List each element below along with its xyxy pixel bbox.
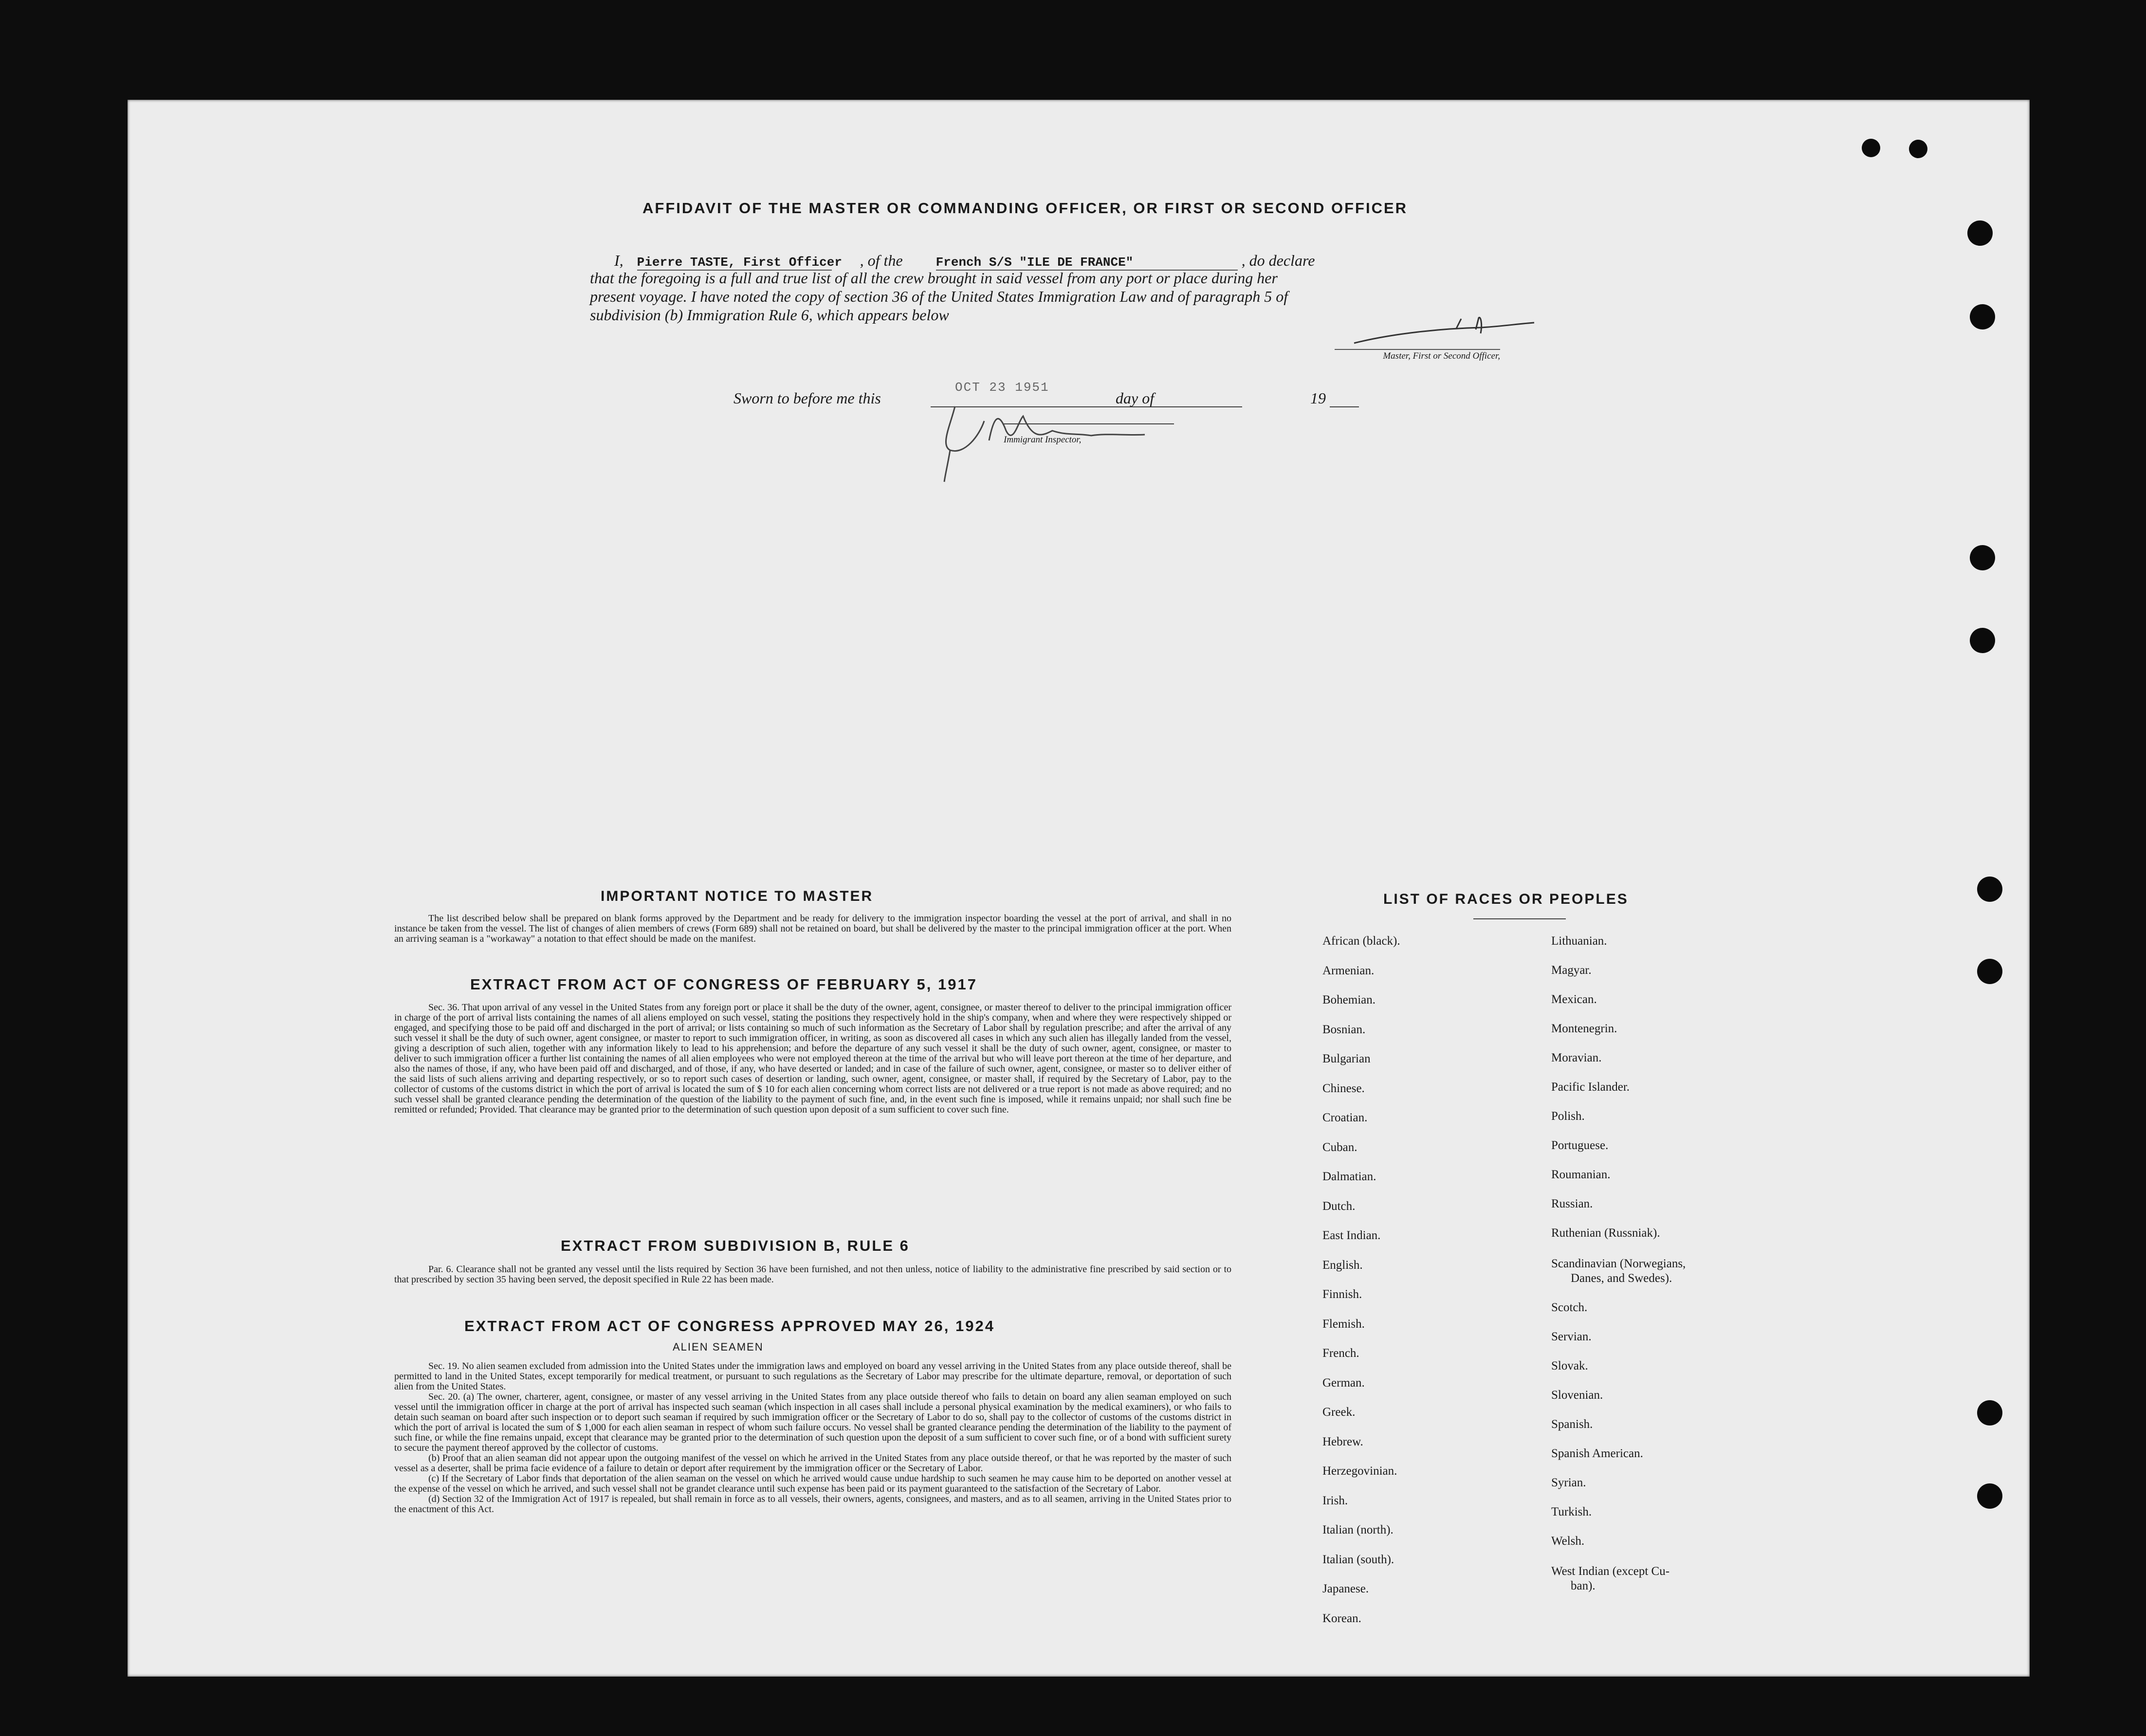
inspector-line <box>1004 423 1174 424</box>
race-left-item: Herzegovinian. <box>1322 1464 1397 1478</box>
race-right-item: Danes, and Swedes). <box>1571 1272 1672 1285</box>
notice-text <box>394 914 1231 944</box>
section-19: Sec. 19. No alien seamen excluded from admission into the United States under the immigration laws and employed on board any vessel arriving in the United States from any place outside thereof, shall be permitted to land in the United States, except temporarily for medical treatment, or pursuant to such regulations as the Secretary of Labor may prescribe for the ultimate departure, removal, or deportation of such alien from the United States. <box>394 1361 1231 1392</box>
year-prefix: 19 <box>1310 389 1326 407</box>
race-right-item: Russian. <box>1551 1197 1593 1210</box>
do-declare: , do declare <box>1241 252 1315 269</box>
race-right-item: Spanish American. <box>1551 1447 1643 1460</box>
vessel-name: French S/S "ILE DE FRANCE" <box>936 255 1238 271</box>
date-stamp: OCT 23 1951 <box>955 380 1049 395</box>
race-left-item: Dalmatian. <box>1322 1170 1376 1183</box>
race-right-item: Slovak. <box>1551 1359 1588 1372</box>
race-left-item: Cuban. <box>1322 1140 1357 1154</box>
paragraph-6: Par. 6. Clearance shall not be granted any vessel until the lists required by Section 36 have been furnished, and not then unless, notice of liability to the administrative fine prescribed by said section or to that prescribed by section 35 having been served, the deposit specified in Rule 22 has been made. <box>394 1264 1231 1285</box>
race-right-item: Montenegrin. <box>1551 1022 1617 1035</box>
punch-hole <box>1977 1400 2002 1425</box>
race-left-item: Chinese. <box>1322 1081 1365 1095</box>
notice-title: IMPORTANT NOTICE TO MASTER <box>601 888 874 904</box>
affidavit-title: AFFIDAVIT OF THE MASTER OR COMMANDING OFFICER, OR FIRST OR SECOND OFFICER <box>642 200 1408 217</box>
notice-paragraph: The list described below shall be prepared on blank forms approved by the Department and be ready for delivery to the immigration inspector boarding the vessel at the port of arrival, and shall in no instance be taken from the vessel. The list of changes of alien members of crews (Form 689) shall not be retained on board, but shall be delivered by the master to the principal immigration officer at the port. When an arriving seaman is a "workaway" a notation to that effect should be made on the manifest. <box>394 913 1231 944</box>
race-right-item: Roumanian. <box>1551 1168 1611 1181</box>
race-right-item: Slovenian. <box>1551 1389 1603 1402</box>
punch-hole <box>1862 139 1880 157</box>
rule6-title: EXTRACT FROM SUBDIVISION B, RULE 6 <box>561 1237 910 1254</box>
race-left-item: Croatian. <box>1322 1111 1368 1124</box>
extract-1924-subtitle: ALIEN SEAMEN <box>673 1341 764 1353</box>
race-right-item: Portuguese. <box>1551 1139 1609 1152</box>
section-36-paragraph: Sec. 36. That upon arrival of any vessel in the United States from any foreign port or place it shall be the duty of the owner, agent, consignee, or master thereof to deliver to the principal immigration officer in charge of the port of arrival lists containing the names of all aliens employed on such vessel, stating the positions they respectively hold in the ship's company, when and where they were respectively shipped or engaged, and specifying those to be paid off and discharged in the port of arrival; or lists containing so much of such information as the Secretary of Labor shall by regulation prescribe; and after the arrival of any such vessel it shall be the duty of such owner, agent consignee, or master to report to such immigration officer, in writing, as soon as discovered all cases in which any such alien has illegally landed from the vessel, giving a description of such alien, together with any information likely to lead to his apprehension; and before the departure of any such vessel it shall be the duty of such owner, agent, consignee, or master to deliver to such immigration officer a further list containing the names of all alien employees who were not employed thereon at the time of the arrival but who will leave port thereon at the time of her departure, and also the names of those, if any, who have been paid off and discharged, and of those, if any, who have deserted or landed; and in case of the failure of such owner, agent, consignee, or master so to deliver either of the said lists of such aliens arriving and departing respectively, or so to report such cases of desertion or landing, such owner, agent, consignee, or master shall, if required by the Secretary of Labor, pay to the collector of customs of the customs district in which the port of arrival is located the sum of $ 10 for each alien concerning whom correct lists are not delivered or a true report is not made as above required; and no such vessel shall be granted clearance pending the determination of the question of the liability to the payment of such fine, and, in the event such fine is imposed, while it remains unpaid; nor shall such fine be remitted or refunded; Provided. That clearance may be granted prior to the determination of such question upon deposit of a sum sufficient to cover such fine. <box>394 1002 1231 1115</box>
race-right-item: Lithuanian. <box>1551 934 1607 948</box>
officer-caption: Master, First or Second Officer, <box>1335 349 1500 362</box>
section-20d: (d) Section 32 of the Immigration Act of 1917 is repealed, but shall remain in force as to all vessels, their owners, agents, consignees, and masters, and as to all seamen, arriving in the United States prior to the enactment of this Act. <box>394 1494 1231 1515</box>
race-left-item: Dutch. <box>1322 1199 1356 1213</box>
races-title: LIST OF RACES OR PEOPLES <box>1383 891 1629 907</box>
race-left-item: Irish. <box>1322 1494 1348 1507</box>
race-left-item: Hebrew. <box>1322 1435 1363 1448</box>
race-left-item: French. <box>1322 1347 1359 1360</box>
race-right-item: West Indian (except Cu- <box>1551 1565 1670 1578</box>
section-20c: (c) If the Secretary of Labor finds that deportation of the alien seaman on the vessel on which he arrived would cause undue hardship to such seamen he may cause him to be deported on another vessel at the expense of the vessel on which he arrived, and such vessel shall not be grandet clearance until such expense has been paid or its payment guaranteed to the satisfaction of the Secretary of Labor. <box>394 1473 1231 1494</box>
punch-hole <box>1970 545 1995 570</box>
race-right-item: Pacific Islander. <box>1551 1080 1630 1094</box>
of-the: , of the <box>860 252 903 269</box>
races-title-rule <box>1473 918 1566 919</box>
race-left-item: English. <box>1322 1258 1363 1272</box>
extract-1917-text <box>394 1003 1231 1115</box>
officer-signature <box>1335 314 1539 353</box>
affidavit-line3: present voyage. I have noted the copy of section 36 of the United States Immigration Law and of paragraph 5 of <box>590 288 1288 305</box>
officer-name: Pierre TASTE, First Officer <box>637 255 842 270</box>
punch-hole <box>1977 877 2002 902</box>
punch-hole <box>1977 959 2002 984</box>
affidavit-line2: that the foregoing is a full and true list of all the crew brought in said vessel from any port or place during her <box>590 269 1278 287</box>
race-left-item: Italian (south). <box>1322 1553 1394 1566</box>
inspector-caption: Immigrant Inspector, <box>1004 435 1082 445</box>
punch-hole <box>1977 1483 2002 1509</box>
section-20a: Sec. 20. (a) The owner, charterer, agent, consignee, or master of any vessel arriving in the United States from any place outside thereof who fails to detain on board any alien seaman employed on such vessel until the immigration officer in charge at the port of arrival has inspected such seaman (which inspection in all cases shall include a personal physical examination by the medical examiners), or who fails to detain such seaman on board after such inspection or to deport such seaman if required by such immigration officer or the Secretary of Labor to do so, shall pay to the collector of customs of the customs district in which the port of arrival is located the sum of $ 1,000 for each alien seaman in respect of whom such failure occurs. No vessel shall be granted clearance pending the determination of the liability to the payment of such fine, or while the fine remains unpaid, except that clearance may be granted prior to the determination of such question upon the deposit of a sum sufficient to cover such fine, or of a bond with sufficient surety to secure the payment thereof approved by the collector of customs. <box>394 1391 1231 1453</box>
punch-hole <box>1970 304 1995 329</box>
race-left-item: Bohemian. <box>1322 993 1376 1006</box>
race-right-item: ban). <box>1571 1579 1596 1592</box>
rule6-text <box>394 1264 1231 1285</box>
year-line <box>1330 406 1359 407</box>
race-left-item: Greek. <box>1322 1406 1356 1419</box>
extract-1924-text <box>394 1361 1231 1515</box>
race-left-item: Bosnian. <box>1322 1023 1366 1036</box>
race-right-item: Magyar. <box>1551 964 1592 977</box>
race-left-item: Japanese. <box>1322 1582 1369 1595</box>
race-right-item: Scandinavian (Norwegians, <box>1551 1257 1686 1270</box>
day-of-label: day of <box>1116 389 1155 407</box>
race-left-item: Bulgarian <box>1322 1052 1371 1065</box>
race-right-item: Ruthenian (Russniak). <box>1551 1226 1660 1240</box>
race-left-item: German. <box>1322 1376 1365 1389</box>
race-left-item: East Indian. <box>1322 1229 1381 1242</box>
race-right-item: Spanish. <box>1551 1418 1593 1431</box>
punch-hole <box>1909 140 1927 158</box>
affidavit-line4: subdivision (b) Immigration Rule 6, which appears below <box>590 306 949 324</box>
race-left-item: Italian (north). <box>1322 1523 1394 1536</box>
race-right-item: Mexican. <box>1551 993 1597 1006</box>
race-right-item: Turkish. <box>1551 1505 1592 1518</box>
race-left-item: Armenian. <box>1322 964 1375 977</box>
sworn-label: Sworn to before me this <box>734 389 881 407</box>
i-label: I, <box>614 252 624 269</box>
punch-hole <box>1970 628 1995 653</box>
race-left-item: Korean. <box>1322 1611 1361 1625</box>
extract-1924-title: EXTRACT FROM ACT OF CONGRESS APPROVED MAY 26, 1924 <box>464 1317 995 1334</box>
affidavit-line1 <box>614 252 1539 271</box>
race-right-item: Servian. <box>1551 1330 1592 1343</box>
race-right-item: Polish. <box>1551 1110 1585 1123</box>
punch-hole <box>1967 220 1993 246</box>
race-left-item: Finnish. <box>1322 1288 1362 1301</box>
extract-1917-title: EXTRACT FROM ACT OF CONGRESS OF FEBRUARY 5, 1917 <box>470 976 977 993</box>
race-right-item: Scotch. <box>1551 1301 1588 1314</box>
race-left-item: African (black). <box>1322 934 1400 948</box>
race-right-item: Syrian. <box>1551 1476 1586 1489</box>
section-20b: (b) Proof that an alien seaman did not appear upon the outgoing manifest of the vessel on which he arrived in the United States from any place outside thereof, or that he was reported by the master of such vessel as a deserter, shall be prima facie evidence of a failure to detain or deport after requirement by the immigration officer or the Secretary of Labor. <box>394 1453 1231 1474</box>
document-page <box>128 100 2030 1677</box>
race-left-item: Flemish. <box>1322 1317 1365 1331</box>
race-right-item: Welsh. <box>1551 1535 1585 1548</box>
race-right-item: Moravian. <box>1551 1051 1602 1064</box>
